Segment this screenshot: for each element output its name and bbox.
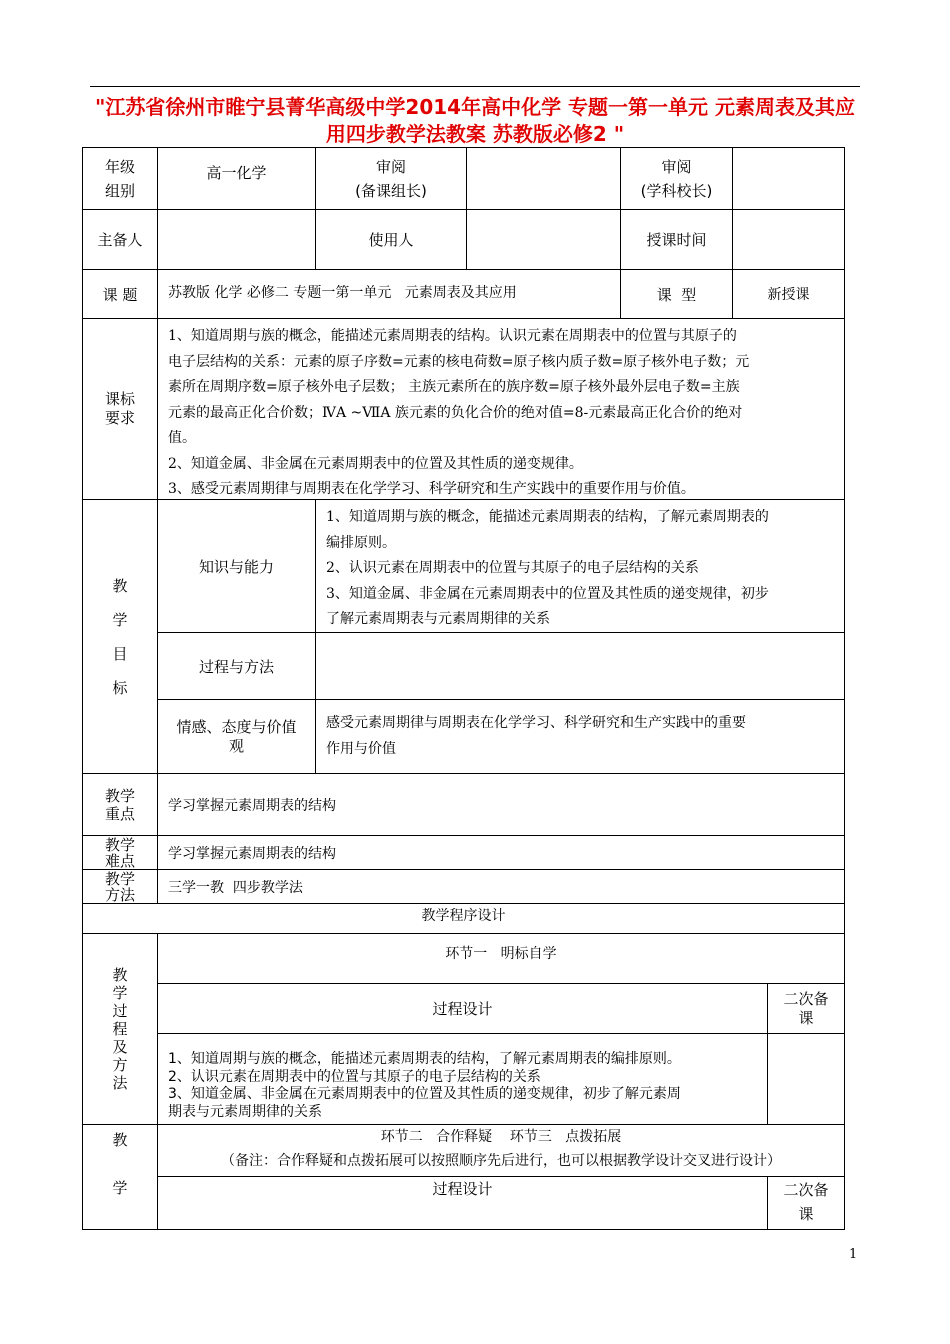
difficulty-value: 学习掌握元素周期表的结构	[168, 845, 336, 862]
preparer-label-cell: 主备人	[82, 209, 158, 270]
process-label-cell	[82, 933, 158, 1125]
objectives-label-cell	[82, 499, 158, 774]
knowledge-line: 了解元素周期表与元素周期律的关系	[326, 611, 550, 627]
grade-value: 高一化学	[206, 164, 267, 182]
user-label-cell: 使用人	[315, 209, 467, 270]
review1-label-cell	[315, 147, 467, 210]
topic-label-cell: 课 题	[82, 269, 158, 319]
emotion-label-line1: 情感、态度与价值	[176, 717, 297, 736]
standards-line: 2、知道金属、非金属在元素周期表中的位置及其性质的递变规律。	[168, 455, 583, 472]
process-label-char: 教	[112, 966, 128, 984]
emotion-line: 感受元素周期律与周期表在化学学习、科学研究和生产实践中的重要	[326, 715, 746, 731]
process-label-char: 学	[112, 984, 128, 1002]
standards-label-line2: 要求	[104, 409, 135, 427]
second-prep-line2: 课	[798, 1008, 814, 1027]
review2-label-line2: (学科校长)	[640, 181, 713, 200]
grade-label-line2: 组别	[104, 181, 135, 200]
process-label-char: 方	[112, 1056, 128, 1074]
method-label-cell	[82, 869, 158, 904]
method-value-cell	[157, 869, 845, 904]
method-value: 三学一教 四步教学法	[168, 879, 303, 896]
type-label-cell: 课 型	[620, 269, 733, 319]
grade-label-cell	[82, 147, 158, 210]
process-label-char: 过	[112, 1002, 128, 1020]
section2-label-cell	[82, 1124, 158, 1230]
knowledge-line: 1、知道周期与族的概念，能描述元素周期表的结构，了解元素周期表的	[326, 509, 769, 525]
type-value-cell: 新授课	[732, 269, 845, 319]
process-method-label-cell: 过程与方法	[157, 632, 316, 700]
section2-second-prep-cell	[767, 1176, 845, 1230]
stage2-note: （备注：合作释疑和点拨拓展可以按照顺序先后进行，也可以根据教学设计交叉进行设计）	[221, 1153, 781, 1169]
review2-value-cell	[732, 147, 845, 210]
grade-label-line1: 年级	[104, 157, 135, 176]
section2-design-label: 过程设计	[432, 1180, 493, 1198]
section2-label-char: 教	[112, 1131, 128, 1149]
standards-line: 元素的最高正化合价数；ⅣA ~ⅦA 族元素的负化合价的绝对值=8-元素最高正化合价的绝对	[168, 404, 743, 421]
stage1-line: 2、认识元素在周期表中的位置与其原子的电子层结构的关系	[168, 1068, 541, 1085]
process-method-content-cell	[315, 632, 845, 700]
difficulty-label-line2: 难点	[104, 851, 135, 870]
standards-content-cell	[157, 318, 845, 500]
standards-line: 3、感受元素周期律与周期表在化学学习、科学研究和生产实践中的重要作用与价值。	[168, 481, 695, 497]
method-label-line1: 教学	[104, 869, 135, 888]
objectives-label-char: 目	[112, 644, 128, 663]
program-title: 教学程序设计	[421, 908, 506, 924]
section2-design-label-cell	[157, 1176, 768, 1230]
knowledge-line: 3、知道金属、非金属在元素周期表中的位置及其性质的递变规律，初步	[326, 585, 769, 602]
knowledge-line: 2、认识元素在周期表中的位置与其原子的电子层结构的关系	[326, 560, 699, 576]
focus-label-cell	[82, 773, 158, 836]
process-label-char: 及	[112, 1038, 128, 1056]
second-prep-cell	[767, 983, 845, 1034]
focus-label-line1: 教学	[104, 786, 135, 805]
stage1-second-prep-cell	[767, 1033, 845, 1125]
review2-label-line1: 审阅	[661, 157, 692, 176]
stage1-content-cell	[157, 1033, 768, 1125]
standards-label-line1: 课标	[104, 390, 135, 408]
grade-value-cell	[157, 147, 316, 210]
review1-value-cell	[466, 147, 621, 210]
stage2-header-cell	[157, 1124, 845, 1177]
focus-label-line2: 重点	[104, 804, 135, 823]
stage1-line: 期表与元素周期律的关系	[168, 1103, 322, 1120]
knowledge-label-cell: 知识与能力	[157, 499, 316, 633]
program-title-cell	[82, 903, 845, 934]
review2-label-cell	[620, 147, 733, 210]
knowledge-line: 编排原则。	[326, 534, 396, 551]
preparer-value-cell	[157, 209, 316, 270]
objectives-label-char: 标	[112, 678, 128, 697]
emotion-label-cell	[157, 699, 316, 774]
standards-label-cell	[82, 318, 158, 500]
method-label-line2: 方法	[104, 885, 135, 904]
review1-label-line1: 审阅	[375, 157, 406, 176]
objectives-label-char: 学	[112, 610, 128, 629]
review1-label-line2: (备课组长)	[355, 181, 427, 200]
standards-line: 值。	[168, 430, 196, 446]
time-value-cell	[732, 209, 845, 270]
knowledge-content-cell	[315, 499, 845, 633]
time-label-cell: 授课时间	[620, 209, 733, 270]
stage1-line: 1、知道周期与族的概念，能描述元素周期表的结构，了解元素周期表的编排原则。	[168, 1051, 681, 1067]
process-label-char: 程	[112, 1020, 128, 1038]
standards-line: 素所在周期序数=原子核外电子层数； 主族元素所在的族序数=原子核外最外层电子数=主族	[168, 379, 740, 395]
difficulty-label-line1: 教学	[104, 835, 135, 854]
page-number: 1	[849, 1247, 858, 1262]
stage1-line: 3、知道金属、非金属在元素周期表中的位置及其性质的递变规律，初步了解元素周	[168, 1086, 681, 1102]
document-title: "江苏省徐州市睢宁县菁华高级中学2014年高中化学 专题一第一单元 元素周表及其应用四步教学法教案 苏教版必修2 "	[94, 95, 855, 146]
header-rule	[90, 86, 860, 87]
focus-value: 学习掌握元素周期表的结构	[168, 797, 336, 814]
emotion-label-line2: 观	[228, 736, 244, 755]
second-prep-line1: 二次备	[783, 989, 829, 1008]
objectives-label-char: 教	[112, 576, 128, 595]
section2-label-char: 学	[112, 1179, 128, 1197]
section2-second-prep-line2: 课	[798, 1205, 814, 1223]
stage2-title: 环节二 合作释疑 环节三 点拨拓展	[380, 1129, 622, 1145]
emotion-line: 作用与价值	[326, 740, 396, 757]
user-value-cell	[466, 209, 621, 270]
standards-line: 电子层结构的关系：元素的原子序数=元素的核电荷数=原子核内质子数=原子核外电子数；元	[168, 353, 750, 370]
design-label-cell: 过程设计	[157, 983, 768, 1034]
topic-value-cell: 苏教版 化学 必修二 专题一第一单元 元素周表及其应用	[157, 269, 621, 319]
focus-value-cell	[157, 773, 845, 836]
difficulty-label-cell	[82, 835, 158, 870]
section2-second-prep-line1: 二次备	[783, 1181, 829, 1199]
standards-line: 1、知道周期与族的概念，能描述元素周期表的结构。认识元素在周期表中的位置与其原子的	[168, 328, 737, 344]
stage1-title: 环节一 明标自学	[445, 946, 557, 962]
stage1-title-cell	[157, 933, 845, 984]
process-label-char: 法	[112, 1074, 128, 1092]
emotion-content-cell	[315, 699, 845, 774]
difficulty-value-cell	[157, 835, 845, 870]
